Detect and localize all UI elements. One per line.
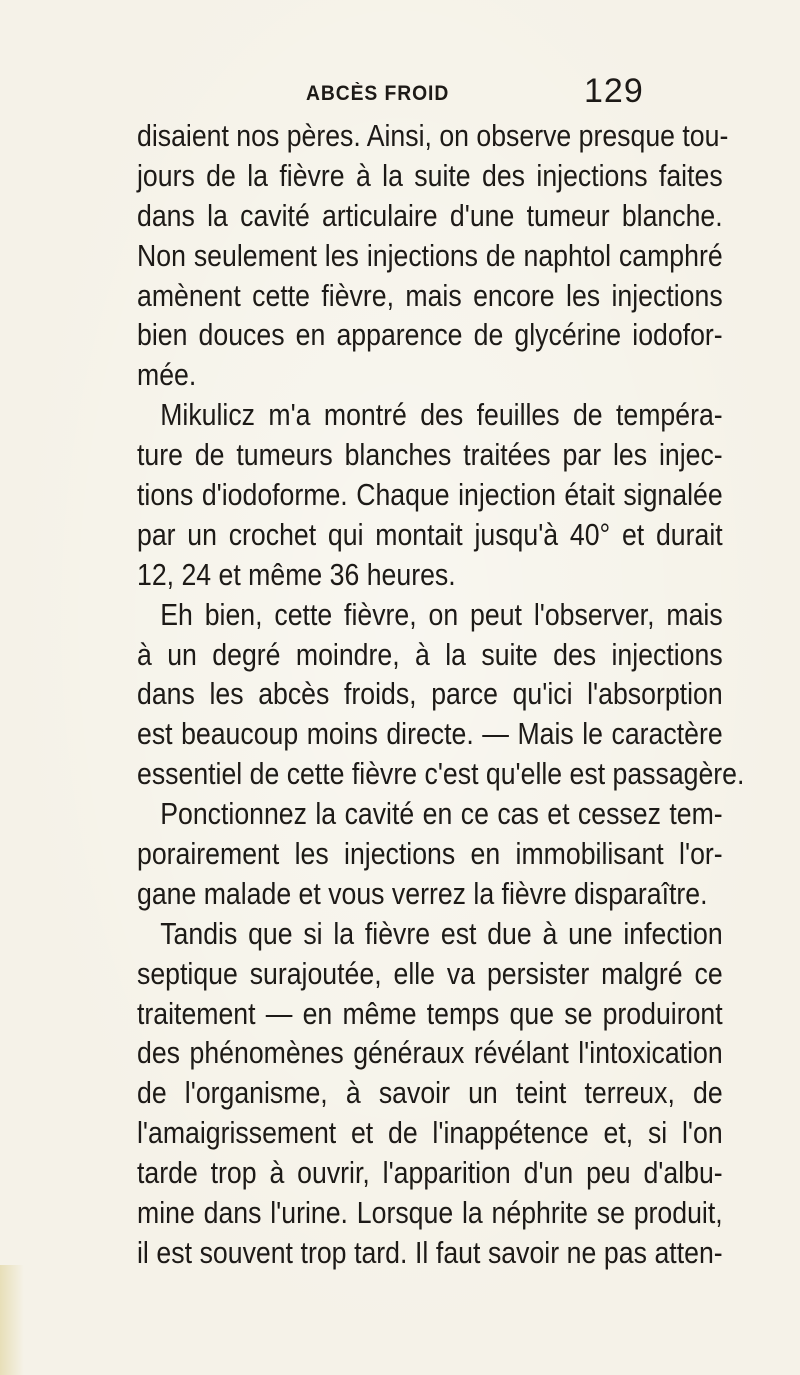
text-line: septique surajoutée, elle va persister malgré ce — [137, 955, 723, 991]
text-line: dans les abcès froids, parce qu'ici l'absorption — [137, 676, 723, 712]
text-line: tions d'iodoforme. Chaque injection était signalée — [137, 477, 723, 513]
text-line: ture de tumeurs blanches traitées par les injec- — [137, 437, 723, 473]
running-head — [200, 74, 680, 110]
text-line: il est souvent trop tard. Il faut savoir ne pas atten- — [137, 1234, 723, 1270]
body-text — [137, 116, 745, 1273]
text-line: bien douces en apparence de glycérine iodofor- — [137, 317, 723, 353]
paragraph-start-line: Ponctionnez la cavité en ce cas et cessez tem- — [160, 796, 723, 832]
text-line: dans la cavité articulaire d'une tumeur blanche. — [137, 197, 723, 233]
text-line: amènent cette fièvre, mais encore les injections — [137, 277, 723, 313]
text-line: par un crochet qui montait jusqu'à 40° et durait — [137, 516, 723, 552]
text-line: mée. — [137, 357, 197, 393]
text-line: porairement les injections en immobilisant l'or- — [137, 836, 723, 872]
text-line: 12, 24 et même 36 heures. — [137, 556, 456, 592]
page-edge-shadow — [0, 1265, 24, 1375]
page-number: 129 — [584, 72, 644, 110]
text-line: jours de la fièvre à la suite des injections faites — [137, 157, 723, 193]
paragraph-start-line: Mikulicz m'a montré des feuilles de tempéra- — [160, 397, 723, 433]
paragraph-start-line: Tandis que si la fièvre est due à une infection — [160, 915, 723, 951]
text-line: traitement — en même temps que se produiront — [137, 995, 723, 1031]
text-line: disaient nos pères. Ainsi, on observe presque tou- — [137, 118, 729, 153]
text-line: de l'organisme, à savoir un teint terreux, de — [137, 1075, 723, 1111]
text-line: essentiel de cette fièvre c'est qu'elle est passagère. — [137, 756, 745, 792]
paragraph-start-line: Eh bien, cette fièvre, on peut l'observer, mais — [160, 596, 723, 632]
text-line: tarde trop à ouvrir, l'apparition d'un peu d'albu- — [137, 1155, 723, 1191]
text-line: l'amaigrissement et de l'inappétence et, si l'on — [137, 1115, 723, 1151]
text-line: est beaucoup moins directe. — Mais le caractère — [137, 716, 723, 752]
text-line: à un degré moindre, à la suite des injections — [137, 636, 723, 672]
text-line: gane malade et vous verrez la fièvre disparaître. — [137, 875, 708, 911]
running-title: ABCÈS FROID — [306, 82, 450, 105]
text-line: Non seulement les injections de naphtol camphré — [137, 237, 723, 273]
text-line: mine dans l'urine. Lorsque la néphrite se produit, — [137, 1195, 723, 1231]
text-line: des phénomènes généraux révélant l'intoxication — [137, 1035, 723, 1071]
